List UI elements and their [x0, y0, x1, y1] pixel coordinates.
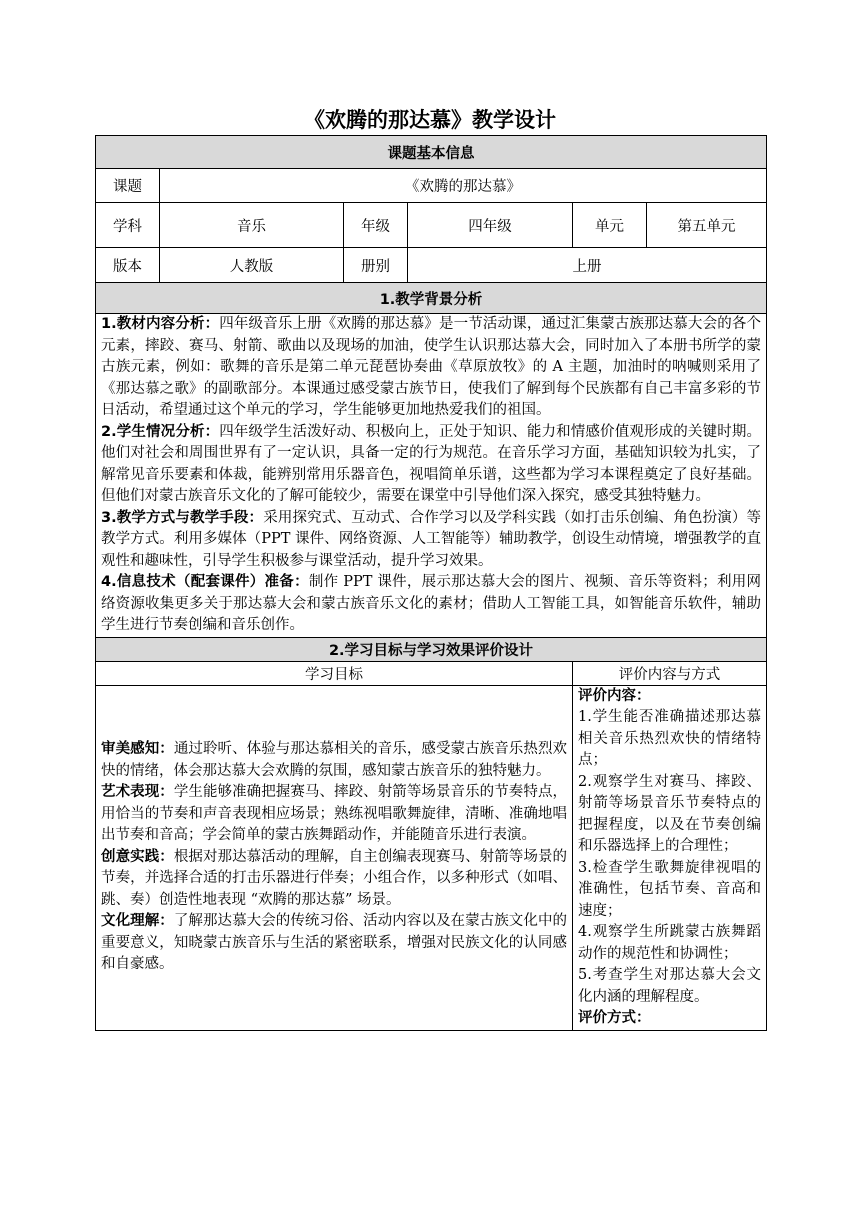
topic-row: [96, 169, 767, 203]
background-item-heading: 4.信息技术（配套课件）准备：: [101, 574, 309, 590]
subject-label: 学科: [96, 203, 160, 248]
goal-item-heading: 创意实践：: [101, 848, 174, 865]
background-header-row: [96, 283, 767, 314]
goal-item-text: 通过聆听、体验与那达慕相关的音乐，感受蒙古族音乐热烈欢快的情绪，体会那达慕大会欢腾的氛围，感知蒙古族音乐的独特魅力。: [101, 741, 568, 779]
subject-value: 音乐: [160, 203, 344, 248]
goal-item: [101, 911, 567, 976]
goal-item-heading: 艺术表现：: [101, 784, 174, 801]
subject-row: [96, 203, 767, 248]
volume-value: 上册: [408, 248, 767, 283]
eval-item: 1.学生能否准确描述那达慕相关音乐热烈欢快的情绪特点；: [578, 709, 762, 768]
edition-value: 人教版: [160, 248, 344, 283]
goal-item: [101, 739, 567, 782]
background-item-heading: 1.教材内容分析：: [101, 316, 220, 332]
topic-value: 《欢腾的那达慕》: [160, 169, 767, 203]
eval-item: 3.检查学生歌舞旋律视唱的准确性，包括节奏、音高和速度；: [578, 859, 762, 919]
goals-content-row: [96, 685, 767, 1030]
topic-label: 课题: [96, 169, 160, 203]
goal-item-text: 根据对那达慕活动的理解，自主创编表现赛马、射箭等场景的节奏，并选择合适的打击乐器进行伴奏；小组合作，以多种形式（如唱、跳、奏）创造性地表现 “欢腾的那达慕” 场景。: [101, 848, 568, 908]
background-content-row: [96, 314, 767, 638]
lesson-plan-table: [95, 135, 767, 1031]
background-item: [101, 508, 761, 573]
eval-content-heading: 评价内容：: [578, 687, 651, 704]
edition-row: [96, 248, 767, 283]
goals-content: [96, 685, 573, 1030]
basic-info-header: 课题基本信息: [96, 136, 767, 169]
goals-header: 2.学习目标与学习效果评价设计: [96, 637, 767, 661]
goal-item-heading: 审美感知：: [101, 741, 174, 758]
goal-item-text: 学生能够准确把握赛马、摔跤、射箭等场景音乐的节奏特点，用恰当的节奏和声音表现相应场景；熟练视唱歌舞旋律，清晰、准确地唱出节奏和音高；学会简单的蒙古族舞蹈动作，并能随音乐进行表演。: [101, 784, 568, 844]
background-item-text: 四年级学生活泼好动、积极向上，正处于知识、能力和情感价值观形成的关键时期。他们对社会和周围世界有了一定认识，具备一定的行为规范。在音乐学习方面，基础知识较为扎实，了解常见音乐要素和体裁，能辨别常用乐器音色，视唱简单乐谱，这些都为学习本课程奠定了良好基础。但他们对蒙古族音乐文化的了解可能较少，需要在课堂中引导他们深入探究，感受其独特魅力。: [101, 423, 762, 504]
background-content: [96, 314, 767, 638]
background-header: 1.教学背景分析: [96, 283, 767, 314]
background-item-text: 采用探究式、互动式、合作学习以及学科实践（如打击乐创编、角色扮演）等教学方式。利用多媒体（PPT 课件、网络资源、人工智能等）辅助教学，创设生动情境，增强教学的直观性和趣味性，引导学生积极参与课堂活动，提升学习效果。: [101, 509, 762, 569]
unit-value: 第五单元: [647, 203, 767, 248]
eval-method-heading: 评价方式：: [578, 1010, 651, 1026]
eval-item: 5.考查学生对那达慕大会文化内涵的理解程度。: [578, 967, 762, 1005]
goal-item-heading: 文化理解：: [101, 913, 174, 930]
goal-item: [101, 782, 567, 847]
document-title: 《欢腾的那达慕》教学设计: [304, 108, 556, 132]
grade-label: 年级: [344, 203, 408, 248]
unit-label: 单元: [573, 203, 647, 248]
background-item-heading: 2.学生情况分析：: [101, 423, 220, 440]
goal-item: [101, 847, 567, 912]
background-item: [101, 314, 761, 422]
goals-column-header-row: [96, 661, 767, 685]
volume-label: 册别: [344, 248, 408, 283]
goals-header-row: [96, 637, 767, 661]
background-item: [101, 422, 761, 508]
eval-item: 2.观察学生对赛马、摔跤、射箭等场景音乐节奏特点的把握程度，以及在节奏创编和乐器选择上的合理性；: [578, 773, 762, 854]
background-item: [101, 572, 761, 637]
background-item-text: 四年级音乐上册《欢腾的那达慕》是一节活动课，通过汇集蒙古族那达慕大会的各个元素，摔跤、赛马、射箭、歌曲以及现场的加油，使学生认识那达慕大会，同时加入了本册书所学的蒙古族元素，例如：歌舞的音乐是第二单元琵琶协奏曲《草原放牧》的 A 主题，加油时的呐喊则采用了《那达慕之歌》的副歌部分。本课通过感受蒙古族节日，使我们了解到每个民族都有自己丰富多彩的节日活动，希望通过这个单元的学习，学生能够更加地热爱我们的祖国。: [101, 316, 762, 418]
grade-value: 四年级: [408, 203, 573, 248]
background-item-text: 制作 PPT 课件，展示那达慕大会的图片、视频、音乐等资料；利用网络资源收集更多关于那达慕大会和蒙古族音乐文化的素材；借助人工智能工具，如智能音乐软件，辅助学生进行节奏创编和音乐创作。: [101, 574, 762, 633]
edition-label: 版本: [96, 248, 160, 283]
eval-column-header: 评价内容与方式: [573, 661, 767, 685]
goal-item-text: 了解那达慕大会的传统习俗、活动内容以及在蒙古族文化中的重要意义，知晓蒙古族音乐与生活的紧密联系，增强对民族文化的认同感和自豪感。: [101, 913, 568, 973]
basic-info-header-row: [96, 136, 767, 169]
background-item-heading: 3.教学方式与教学手段：: [101, 509, 264, 526]
goal-column-header: 学习目标: [96, 661, 573, 685]
eval-content: [573, 685, 767, 1030]
eval-item: 4.观察学生所跳蒙古族舞蹈动作的规范性和协调性；: [578, 924, 762, 962]
